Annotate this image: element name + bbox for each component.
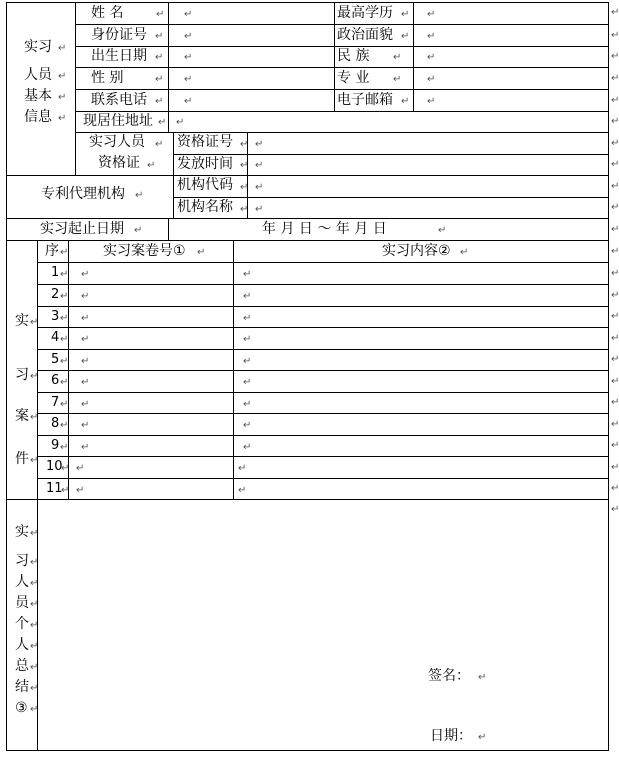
mark: ↵	[401, 31, 410, 42]
mark: ↵	[30, 371, 39, 382]
mark: ↵	[156, 9, 165, 20]
mark: ↵	[76, 463, 85, 474]
mark: ↵	[427, 31, 436, 42]
mark: ↵	[611, 73, 619, 84]
case-content-field[interactable]	[234, 479, 608, 499]
cases-group-label-4: 件	[15, 451, 29, 467]
label-birth-date: 出生日期	[91, 48, 147, 64]
case-content-field[interactable]	[234, 457, 608, 478]
label-political-status: 政治面貌	[337, 27, 393, 43]
case-content-field[interactable]	[234, 371, 608, 392]
mark: ↵	[611, 483, 619, 494]
mark: ↵	[243, 442, 252, 453]
mark: ↵	[611, 419, 619, 430]
case-content-field[interactable]	[234, 393, 608, 413]
mark: ↵	[478, 732, 487, 743]
mark: ↵	[243, 334, 252, 345]
mark: ↵	[155, 52, 164, 63]
mark: ↵	[61, 485, 70, 496]
agency-name-field[interactable]	[248, 198, 608, 218]
mark: ↵	[611, 51, 619, 62]
mark: ↵	[60, 399, 69, 410]
mark: ↵	[255, 204, 264, 215]
row-number: 11	[46, 481, 63, 496]
mark: ↵	[134, 225, 143, 236]
case-content-field[interactable]	[234, 328, 608, 349]
period-field[interactable]: 年 月 日 ～ 年 月 日	[262, 221, 387, 237]
mark: ↵	[611, 354, 619, 365]
mark: ↵	[240, 204, 249, 215]
row-number: 1	[51, 265, 60, 280]
mark: ↵	[460, 247, 469, 258]
mark: ↵	[611, 202, 619, 213]
mark: ↵	[611, 462, 619, 473]
name-field[interactable]	[169, 3, 334, 24]
mark: ↵	[197, 247, 206, 258]
mark: ↵	[611, 311, 619, 322]
mark: ↵	[60, 356, 69, 367]
row-number: 5	[51, 352, 60, 367]
label-agency-code: 机构代码	[177, 177, 233, 193]
mark: ↵	[60, 442, 69, 453]
mark: ↵	[243, 313, 252, 324]
label-agency: 专利代理机构	[41, 186, 125, 202]
case-number-field[interactable]	[69, 436, 233, 456]
summary-label-7: 总	[15, 658, 29, 674]
mark: ↵	[184, 96, 193, 107]
political-status-field[interactable]	[414, 25, 608, 46]
mark: ↵	[438, 225, 447, 236]
mark: ↵	[58, 71, 67, 82]
summary-label-4: 员	[15, 595, 29, 611]
mark: ↵	[81, 334, 90, 345]
case-content-field[interactable]	[234, 414, 608, 435]
label-agency-name: 机构名称	[177, 199, 233, 215]
cases-group-label-2: 习	[15, 367, 29, 383]
col-line	[334, 2, 335, 112]
mark: ↵	[611, 333, 619, 344]
case-number-field[interactable]	[69, 285, 233, 306]
summary-label-1: 实	[15, 524, 29, 540]
mark: ↵	[155, 96, 164, 107]
case-number-field[interactable]	[69, 414, 233, 435]
label-id-number: 身份证号	[91, 27, 147, 43]
birth-date-field[interactable]	[169, 47, 334, 67]
mark: ↵	[60, 269, 69, 280]
row-number: 3	[51, 309, 60, 324]
case-number-field[interactable]	[69, 479, 233, 499]
mark: ↵	[255, 160, 264, 171]
label-ethnicity: 民 族	[337, 48, 370, 64]
mark: ↵	[30, 683, 39, 694]
phone-field[interactable]	[169, 90, 334, 111]
mark: ↵	[81, 356, 90, 367]
info-group-label-2: 人员	[24, 67, 52, 83]
cases-group-label-3: 案	[15, 408, 29, 424]
border-right	[608, 2, 609, 751]
row-number: 8	[51, 416, 60, 431]
mark: ↵	[81, 291, 90, 302]
mark: ↵	[30, 412, 39, 423]
mark: ↵	[184, 74, 193, 85]
mark: ↵	[427, 74, 436, 85]
mark: ↵	[30, 641, 39, 652]
mark: ↵	[255, 139, 264, 150]
mark: ↵	[238, 463, 247, 474]
row-number: 7	[51, 395, 60, 410]
mark: ↵	[611, 95, 619, 106]
info-group-label-1: 实习	[24, 39, 52, 55]
info-group-label-3: 基本	[24, 88, 52, 104]
mark: ↵	[155, 74, 164, 85]
row-number: 2	[51, 287, 60, 302]
case-number-field[interactable]	[69, 393, 233, 413]
summary-field[interactable]	[38, 500, 608, 650]
issue-date-field[interactable]	[248, 155, 608, 175]
label-education: 最高学历	[337, 5, 393, 21]
row-line	[6, 240, 609, 241]
mark: ↵	[243, 420, 252, 431]
mark: ↵	[243, 269, 252, 280]
case-number-field[interactable]	[69, 328, 233, 349]
ethnicity-field[interactable]	[414, 47, 608, 67]
mark: ↵	[60, 420, 69, 431]
case-content-field[interactable]	[234, 285, 608, 306]
mark: ↵	[30, 455, 39, 466]
mark: ↵	[30, 578, 39, 589]
label-gender: 性 别	[91, 70, 124, 86]
agency-code-field[interactable]	[248, 176, 608, 197]
mark: ↵	[30, 557, 39, 568]
mark: ↵	[30, 620, 39, 631]
label-name: 姓 名	[91, 5, 124, 21]
mark: ↵	[30, 662, 39, 673]
mark: ↵	[393, 74, 402, 85]
case-content-field[interactable]	[234, 350, 608, 370]
mark: ↵	[184, 31, 193, 42]
label-email: 电子邮箱	[337, 92, 393, 108]
mark: ↵	[60, 247, 69, 258]
mark: ↵	[611, 440, 619, 451]
cert-number-field[interactable]	[248, 133, 608, 154]
id-number-field[interactable]	[169, 25, 334, 46]
col-line	[168, 218, 169, 241]
mark: ↵	[60, 334, 69, 345]
major-field[interactable]	[414, 68, 608, 89]
cases-group-label-1: 实	[15, 313, 29, 329]
info-group-label-4: 信息	[24, 109, 52, 125]
label-phone: 联系电话	[91, 92, 147, 108]
mark: ↵	[176, 117, 185, 128]
mark: ↵	[611, 224, 619, 235]
summary-label-5: 个	[15, 616, 29, 632]
mark: ↵	[611, 246, 619, 257]
mark: ↵	[81, 442, 90, 453]
mark: ↵	[427, 96, 436, 107]
mark: ↵	[81, 399, 90, 410]
mark: ↵	[611, 30, 619, 41]
case-number-field[interactable]	[69, 350, 233, 370]
mark: ↵	[427, 52, 436, 63]
label-address: 现居住地址	[83, 113, 153, 129]
mark: ↵	[611, 159, 619, 170]
mark: ↵	[611, 138, 619, 149]
mark: ↵	[393, 52, 402, 63]
mark: ↵	[243, 399, 252, 410]
label-issue-date: 发放时间	[177, 156, 233, 172]
mark: ↵	[61, 463, 70, 474]
mark: ↵	[240, 160, 249, 171]
mark: ↵	[243, 291, 252, 302]
mark: ↵	[60, 313, 69, 324]
mark: ↵	[60, 291, 69, 302]
mark: ↵	[81, 377, 90, 388]
border-bottom	[6, 750, 609, 751]
mark: ↵	[255, 182, 264, 193]
mark: ↵	[240, 139, 249, 150]
mark: ↵	[81, 313, 90, 324]
mark: ↵	[611, 268, 619, 279]
education-field[interactable]	[414, 3, 608, 24]
mark: ↵	[611, 376, 619, 387]
mark: ↵	[135, 190, 144, 201]
mark: ↵	[155, 139, 164, 150]
mark: ↵	[30, 599, 39, 610]
mark: ↵	[238, 485, 247, 496]
col-header-seq: 序	[45, 243, 59, 259]
address-field[interactable]	[169, 112, 608, 132]
case-number-field[interactable]	[69, 457, 233, 478]
row-line	[6, 218, 609, 219]
border-left	[6, 2, 7, 751]
cert-group-label-1: 实习人员	[89, 134, 145, 150]
summary-label-2: 习	[15, 553, 29, 569]
row-number: 10	[46, 459, 63, 474]
case-content-field[interactable]	[234, 263, 608, 284]
label-period: 实习起止日期	[40, 221, 124, 237]
mark: ↵	[81, 420, 90, 431]
row-number: 4	[51, 330, 60, 345]
gender-field[interactable]	[169, 68, 334, 89]
col-header-content: 实习内容②	[382, 243, 451, 259]
mark: ↵	[58, 92, 67, 103]
mark: ↵	[478, 672, 487, 683]
mark: ↵	[427, 9, 436, 20]
label-major: 专 业	[337, 70, 370, 86]
mark: ↵	[184, 52, 193, 63]
mark: ↵	[147, 160, 156, 171]
case-content-field[interactable]	[234, 436, 608, 456]
mark: ↵	[76, 485, 85, 496]
mark: ↵	[58, 43, 67, 54]
col-header-case-number: 实习案卷号①	[103, 243, 186, 259]
mark: ↵	[60, 377, 69, 388]
mark: ↵	[155, 31, 164, 42]
mark: ↵	[243, 356, 252, 367]
mark: ↵	[401, 96, 410, 107]
mark: ↵	[611, 397, 619, 408]
mark: ↵	[611, 7, 619, 18]
mark: ↵	[611, 181, 619, 192]
summary-label-3: 人	[15, 574, 29, 590]
mark: ↵	[30, 317, 39, 328]
case-number-field[interactable]	[69, 307, 233, 327]
date-label: 日期：	[430, 728, 472, 744]
cert-group-label-2: 资格证	[98, 155, 140, 171]
mark: ↵	[611, 290, 619, 301]
row-number: 9	[51, 438, 60, 453]
case-content-field[interactable]	[234, 307, 608, 327]
label-cert-number: 资格证号	[177, 134, 233, 150]
mark: ↵	[243, 377, 252, 388]
mark: ↵	[58, 113, 67, 124]
mark: ↵	[30, 704, 39, 715]
mark: ↵	[30, 528, 39, 539]
email-field[interactable]	[414, 90, 608, 111]
mark: ↵	[611, 116, 619, 127]
summary-label-6: 人	[15, 637, 29, 653]
mark: ↵	[184, 9, 193, 20]
summary-label-9: ③	[15, 700, 28, 716]
row-number: 6	[51, 373, 60, 388]
case-number-field[interactable]	[69, 371, 233, 392]
mark: ↵	[401, 9, 410, 20]
mark: ↵	[611, 504, 619, 515]
case-number-field[interactable]	[69, 263, 233, 284]
signature-label: 签名：	[428, 668, 470, 684]
mark: ↵	[240, 182, 249, 193]
mark: ↵	[158, 117, 167, 128]
summary-label-8: 结	[15, 679, 29, 695]
mark: ↵	[81, 269, 90, 280]
